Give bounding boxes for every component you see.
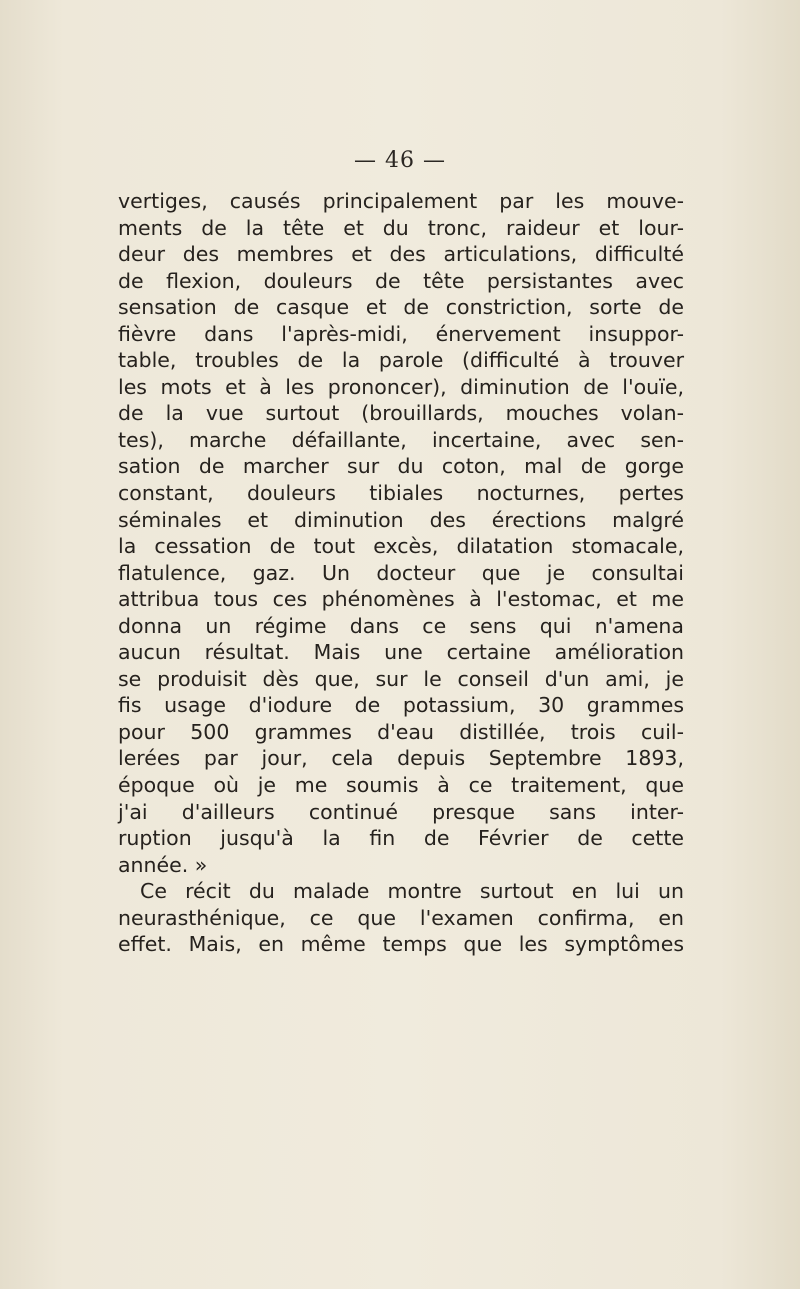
text-line: les mots et à les prononcer), diminution de l'ouïe,	[118, 374, 684, 399]
body-text	[118, 188, 684, 958]
text-line: ments de la tête et du tronc, raideur et lour-	[118, 215, 684, 240]
text-line: année. »	[118, 852, 208, 877]
text-line: lerées par jour, cela depuis Septembre 1893,	[118, 746, 684, 771]
text-line: aucun résultat. Mais une certaine amélioration	[118, 640, 684, 665]
text-line: flatulence, gaz. Un docteur que je consultai	[118, 560, 684, 585]
text-line: la cessation de tout excès, dilatation stomacale,	[118, 534, 684, 559]
text-line: deur des membres et des articulations, difficulté	[118, 242, 684, 267]
text-line: vertiges, causés principalement par les mouve-	[118, 189, 684, 213]
text-line: pour 500 grammes d'eau distillée, trois cuil-	[118, 719, 684, 744]
text-line: j'ai d'ailleurs continué presque sans inter-	[118, 799, 684, 824]
text-line: attribua tous ces phénomènes à l'estomac, et me	[118, 587, 684, 612]
text-line: époque où je me soumis à ce traitement, que	[118, 773, 684, 798]
text-line: de la vue surtout (brouillards, mouches volan-	[118, 401, 684, 426]
text-line: séminales et diminution des érections malgré	[118, 507, 684, 532]
text-line: se produisit dès que, sur le conseil d'un ami, je	[118, 666, 684, 691]
text-line: sation de marcher sur du coton, mal de gorge	[118, 454, 684, 479]
text-line: fis usage d'iodure de potassium, 30 grammes	[118, 693, 684, 718]
paragraph-start-line: Ce récit du malade montre surtout en lui un	[140, 879, 684, 904]
text-line: de flexion, douleurs de tête persistantes avec	[118, 268, 684, 293]
text-line: fièvre dans l'après-midi, énervement insuppor-	[118, 321, 684, 346]
text-line: constant, douleurs tibiales nocturnes, pertes	[118, 481, 684, 506]
text-line: effet. Mais, en même temps que les symptômes	[118, 932, 684, 957]
text-line: ruption jusqu'à la fin de Février de cette	[118, 826, 684, 851]
text-line: neurasthénique, ce que l'examen confirma, en	[118, 905, 684, 930]
text-line: donna un régime dans ce sens qui n'amena	[118, 613, 684, 638]
text-line: sensation de casque et de constriction, sorte de	[118, 295, 684, 320]
text-line: tes), marche défaillante, incertaine, avec sen-	[118, 427, 684, 452]
text-line: table, troubles de la parole (difficulté à trouver	[118, 348, 684, 373]
page-number: — 46 —	[354, 148, 446, 173]
